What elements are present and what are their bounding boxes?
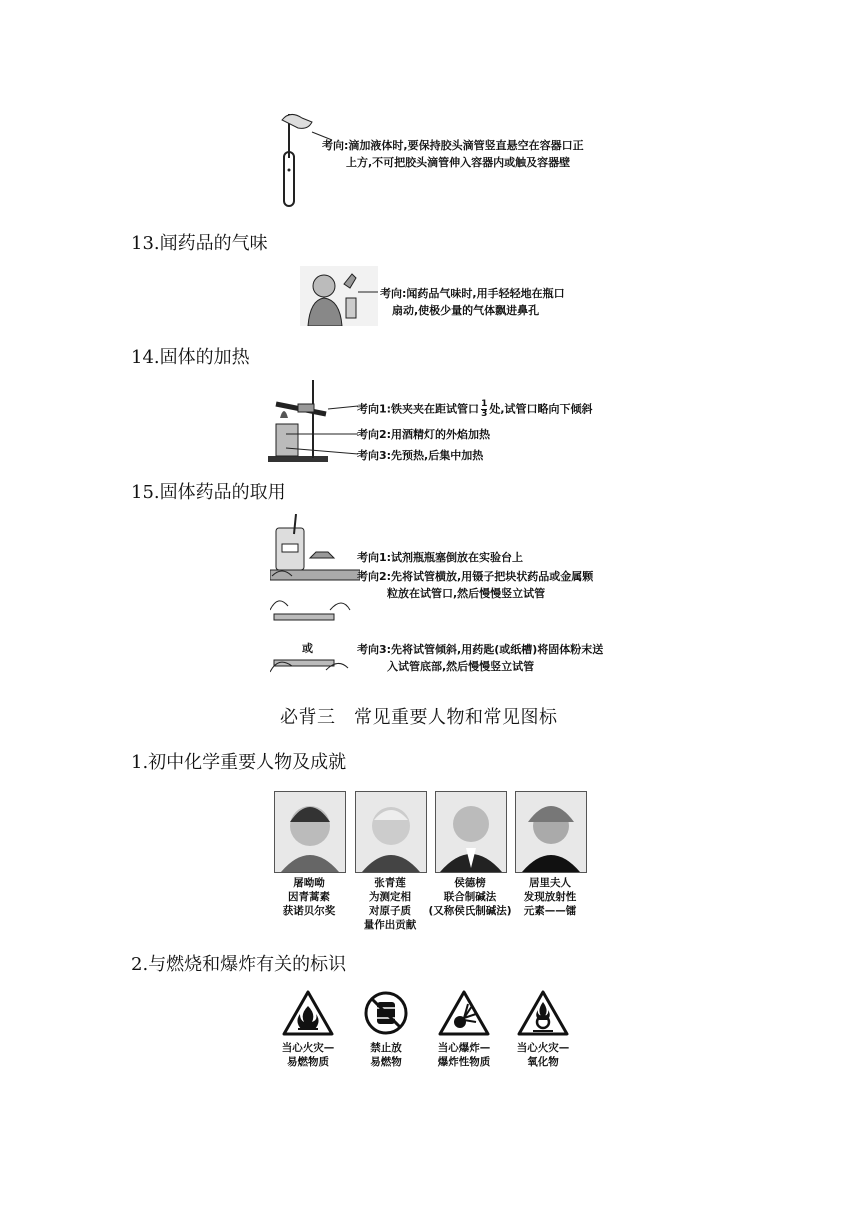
- smell-note-line2: 扇动,使极少量的气体飘进鼻孔: [392, 304, 540, 317]
- caption-line: 发现放射性: [523, 891, 577, 903]
- dropper-note-line1: 考向:滴加液体时,要保持胶头滴管竖直悬空在容器口正: [322, 139, 584, 152]
- caption-line: 联合制碱法: [443, 891, 497, 903]
- part3-title: 必背三 常见重要人物和常见图标: [280, 707, 558, 728]
- section-14-heading: 14.固体的加热: [131, 347, 250, 368]
- caption-line: (又称侯氏制碱法): [428, 905, 512, 917]
- sign-caption-line: 当心爆炸—: [437, 1042, 491, 1054]
- portrait-hou-debang: [435, 791, 507, 873]
- signs-heading: 2.与燃烧和爆炸有关的标识: [131, 954, 347, 975]
- solid-note-3-line2: 入试管底部,然后慢慢竖立试管: [387, 660, 535, 673]
- solid-note-2-line2: 粒放在试管口,然后慢慢竖立试管: [387, 587, 546, 600]
- solid-note-3-line1: 考向3:先将试管倾斜,用药匙(或纸槽)将固体粉末送: [357, 643, 604, 656]
- portrait-tu-youyou: [274, 791, 346, 873]
- sign-caption-line: 当心火灾—: [516, 1042, 570, 1054]
- heating-note-1-pre: 考向1:铁夹夹在距试管口: [357, 402, 480, 416]
- no-flammables-icon: [360, 990, 412, 1036]
- portrait-curie: [515, 791, 587, 873]
- caption-line: 侯德榜: [454, 877, 486, 889]
- smell-figure: [300, 266, 378, 326]
- heating-note-1-post: 处,试管口略向下倾斜: [489, 402, 593, 416]
- sign-caption-line: 氧化物: [527, 1056, 559, 1068]
- heating-note-1: [357, 400, 593, 419]
- fraction: [481, 400, 487, 419]
- caption-tu-youyou: [264, 876, 354, 918]
- solid-note-2-line1: 考向2:先将试管横放,用镊子把块状药品或金属颗: [357, 570, 594, 583]
- caption-line: 为测定相: [369, 891, 411, 903]
- smell-note-line1: 考向:闻药品气味时,用手轻轻地在瓶口: [380, 287, 565, 300]
- sign-caption-line: 当心火灾—: [281, 1042, 335, 1054]
- oxidizer-icon: [517, 990, 569, 1036]
- caption-curie: [505, 876, 595, 918]
- sign-caption-line: 禁止放: [370, 1042, 402, 1054]
- sign-caption-line: 易燃物质: [287, 1056, 329, 1068]
- caption-line: 张青莲: [374, 877, 406, 889]
- or-label: 或: [302, 642, 313, 655]
- sign-caption-line: 爆炸性物质: [437, 1056, 491, 1068]
- section-13-heading: 13.闻药品的气味: [131, 233, 268, 254]
- heating-note-2: 考向2:用酒精灯的外焰加热: [357, 428, 491, 441]
- caption-line: 量作出贡献: [363, 919, 417, 931]
- fraction-denominator: 3: [481, 409, 488, 419]
- heating-figure: [268, 378, 360, 464]
- portrait-zhang-qinglian: [355, 791, 427, 873]
- caption-line: 获诺贝尔奖: [282, 905, 336, 917]
- solid-note-1: 考向1:试剂瓶瓶塞倒放在实验台上: [357, 551, 524, 564]
- caption-line: 居里夫人: [529, 877, 571, 889]
- solid-note-2: [357, 568, 593, 602]
- sign-caption-line: 易燃物: [370, 1056, 402, 1068]
- caption-line: 屠呦呦: [293, 877, 325, 889]
- solid-reagent-figure: [270, 514, 360, 682]
- sign-caption-explosive: [424, 1041, 504, 1069]
- caption-line: 对原子质: [369, 905, 411, 917]
- caption-line: 元素——镭: [523, 905, 577, 917]
- smell-note: [380, 285, 565, 319]
- flammable-icon: [282, 990, 334, 1036]
- dropper-note-line2: 上方,不可把胶头滴管伸入容器内或触及容器壁: [346, 156, 571, 169]
- fraction-numerator: 1: [481, 399, 488, 409]
- solid-note-3: [357, 641, 603, 675]
- explosive-icon: [438, 990, 490, 1036]
- dropper-note: [322, 137, 584, 171]
- people-heading: 1.初中化学重要人物及成就: [131, 752, 347, 773]
- sign-caption-flammable: [268, 1041, 348, 1069]
- caption-line: 因青蒿素: [288, 891, 330, 903]
- sign-caption-no-flammables: [346, 1041, 426, 1069]
- sign-caption-oxidizer: [503, 1041, 583, 1069]
- heating-note-3: 考向3:先预热,后集中加热: [357, 449, 484, 462]
- section-15-heading: 15.固体药品的取用: [131, 482, 286, 503]
